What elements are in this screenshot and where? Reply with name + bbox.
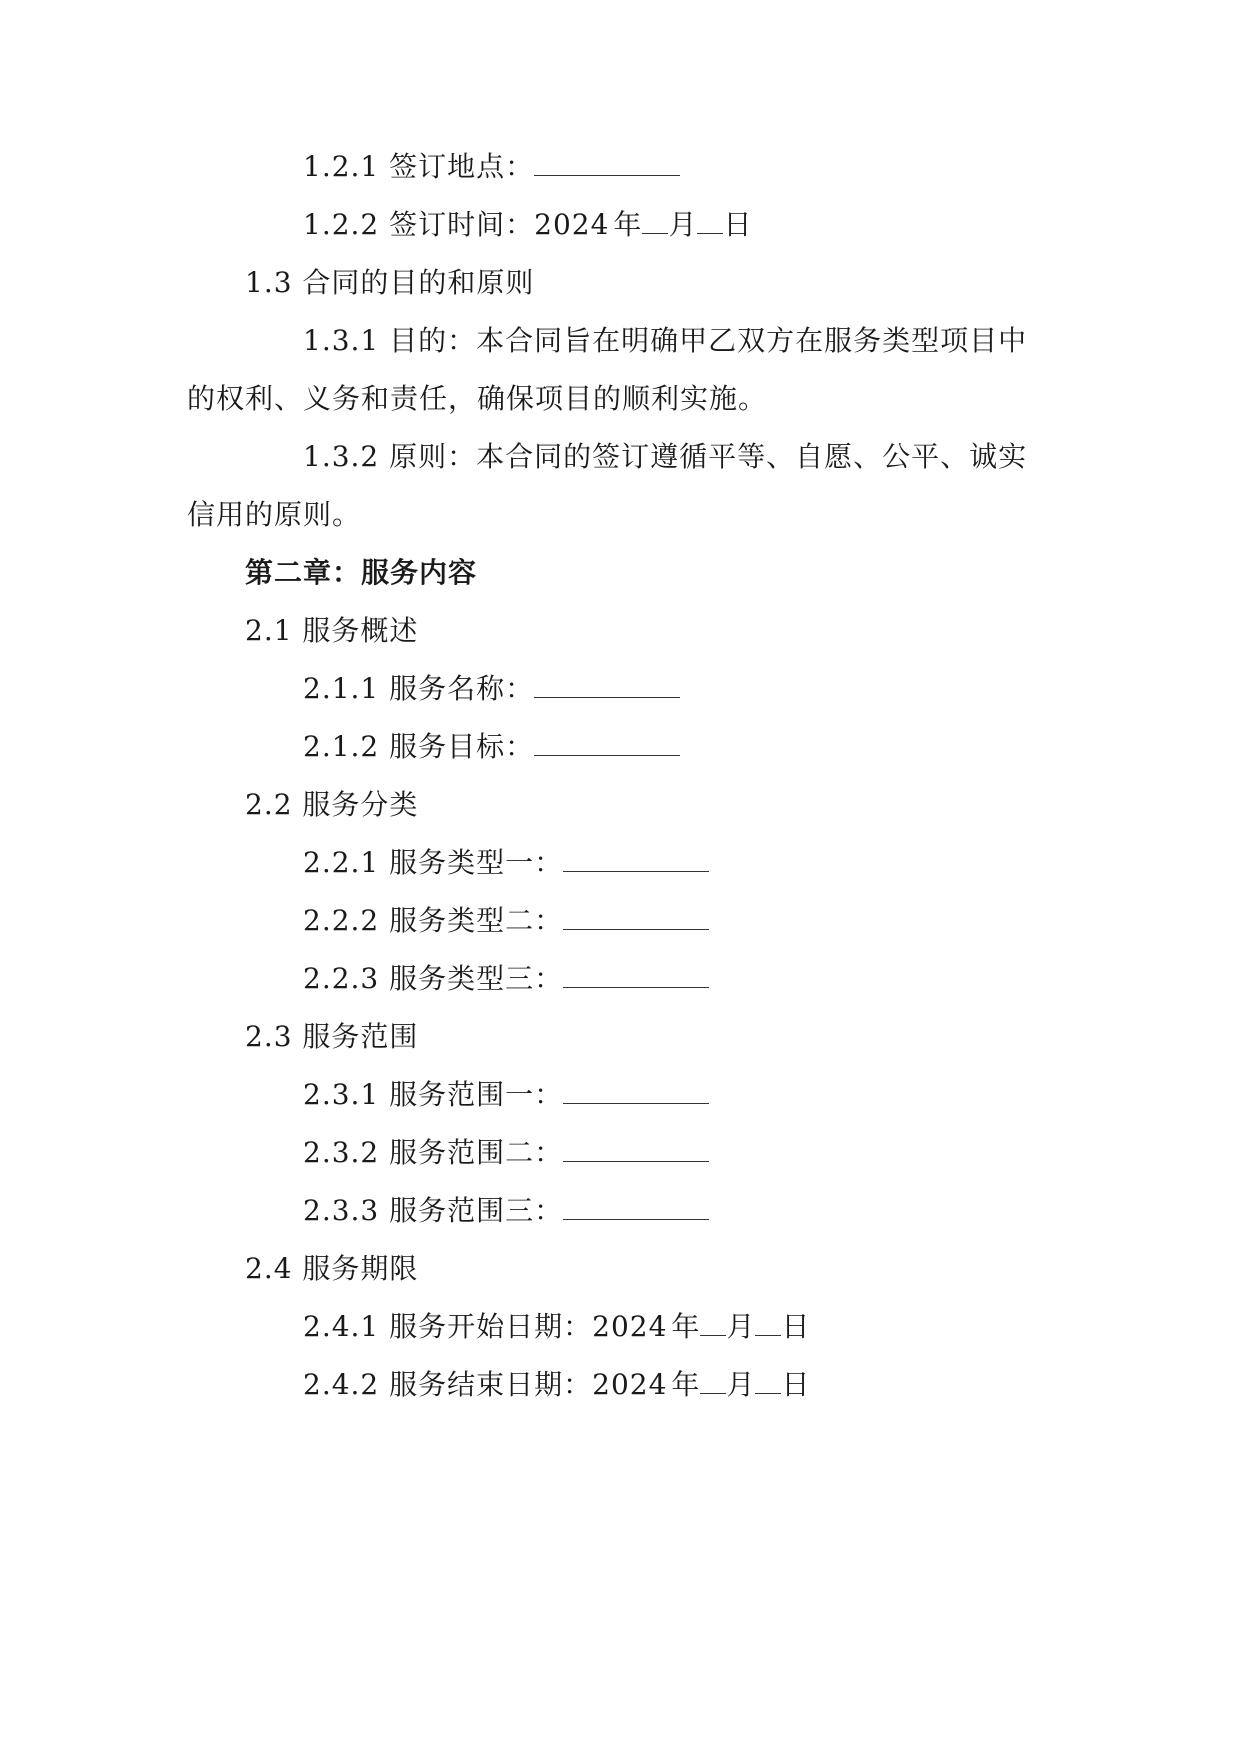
- clause-text: 2.4.2 服务结束日期：: [303, 1368, 593, 1401]
- year-value: 2024: [592, 1368, 668, 1401]
- blank-field-service-goal[interactable]: [534, 729, 680, 756]
- clause-2-1-2: [303, 727, 680, 767]
- clause-1-2-2: [303, 205, 752, 245]
- clause-text: 2.3.1 服务范围一：: [303, 1078, 564, 1111]
- clause-text: 2.3.2 服务范围二：: [303, 1136, 564, 1169]
- blank-field-service-name[interactable]: [534, 671, 680, 698]
- clause-2-3-1: [303, 1075, 709, 1115]
- clause-2-3-2: [303, 1133, 709, 1173]
- month-unit: 月: [726, 1368, 756, 1401]
- day-unit: 日: [781, 1310, 811, 1343]
- clause-text: 2.4.1 服务开始日期：: [303, 1310, 593, 1343]
- clause-1-3-1-line-2: 的权利、义务和责任，确保项目的顺利实施。: [187, 382, 768, 415]
- section-2-1-heading: 2.1 服务概述: [245, 614, 419, 647]
- blank-field-service-type-1[interactable]: [563, 845, 709, 872]
- blank-field-start-month[interactable]: [700, 1309, 726, 1336]
- blank-field-day[interactable]: [697, 207, 723, 234]
- blank-field-end-day[interactable]: [755, 1367, 781, 1394]
- blank-field-service-type-3[interactable]: [563, 961, 709, 988]
- clause-2-2-2: [303, 901, 709, 941]
- blank-field-end-month[interactable]: [700, 1367, 726, 1394]
- month-unit: 月: [668, 208, 698, 241]
- year-unit: 年: [671, 1310, 701, 1343]
- clause-text: 2.3.3 服务范围三：: [303, 1194, 564, 1227]
- blank-field-service-type-2[interactable]: [563, 903, 709, 930]
- chapter-2-heading: 第二章：服务内容: [245, 556, 478, 589]
- blank-field-signing-place[interactable]: [534, 149, 680, 176]
- clause-2-4-1: [303, 1307, 810, 1347]
- clause-2-2-1: [303, 843, 709, 883]
- blank-field-service-scope-2[interactable]: [563, 1135, 709, 1162]
- year-unit: 年: [671, 1368, 701, 1401]
- clause-2-1-1: [303, 669, 680, 709]
- blank-field-service-scope-3[interactable]: [563, 1193, 709, 1220]
- year-value: 2024: [592, 1310, 668, 1343]
- clause-text: 2.1.2 服务目标：: [303, 730, 535, 763]
- clause-2-3-3: [303, 1191, 709, 1231]
- blank-field-start-day[interactable]: [755, 1309, 781, 1336]
- year-unit: 年: [613, 208, 643, 241]
- month-unit: 月: [726, 1310, 756, 1343]
- day-unit: 日: [723, 208, 753, 241]
- clause-text: 2.2.3 服务类型三：: [303, 962, 564, 995]
- year-value: 2024: [534, 208, 610, 241]
- clause-2-2-3: [303, 959, 709, 999]
- clause-2-4-2: [303, 1365, 810, 1405]
- clause-text: 1.2.1 签订地点：: [303, 150, 535, 183]
- clause-text: 2.2.2 服务类型二：: [303, 904, 564, 937]
- section-1-3-heading: 1.3 合同的目的和原则: [245, 266, 535, 299]
- clause-1-3-1-line-1: 1.3.1 目的：本合同旨在明确甲乙双方在服务类型项目中: [303, 324, 1028, 357]
- section-2-4-heading: 2.4 服务期限: [245, 1252, 419, 1285]
- blank-field-service-scope-1[interactable]: [563, 1077, 709, 1104]
- day-unit: 日: [781, 1368, 811, 1401]
- section-2-3-heading: 2.3 服务范围: [245, 1020, 419, 1053]
- clause-1-2-1: [303, 147, 680, 187]
- clause-1-3-2-line-2: 信用的原则。: [187, 498, 362, 531]
- clause-text: 2.1.1 服务名称：: [303, 672, 535, 705]
- blank-field-month[interactable]: [642, 207, 668, 234]
- clause-text: 1.2.2 签订时间：: [303, 208, 535, 241]
- clause-text: 2.2.1 服务类型一：: [303, 846, 564, 879]
- clause-1-3-2-line-1: 1.3.2 原则：本合同的签订遵循平等、自愿、公平、诚实: [303, 440, 1028, 473]
- section-2-2-heading: 2.2 服务分类: [245, 788, 419, 821]
